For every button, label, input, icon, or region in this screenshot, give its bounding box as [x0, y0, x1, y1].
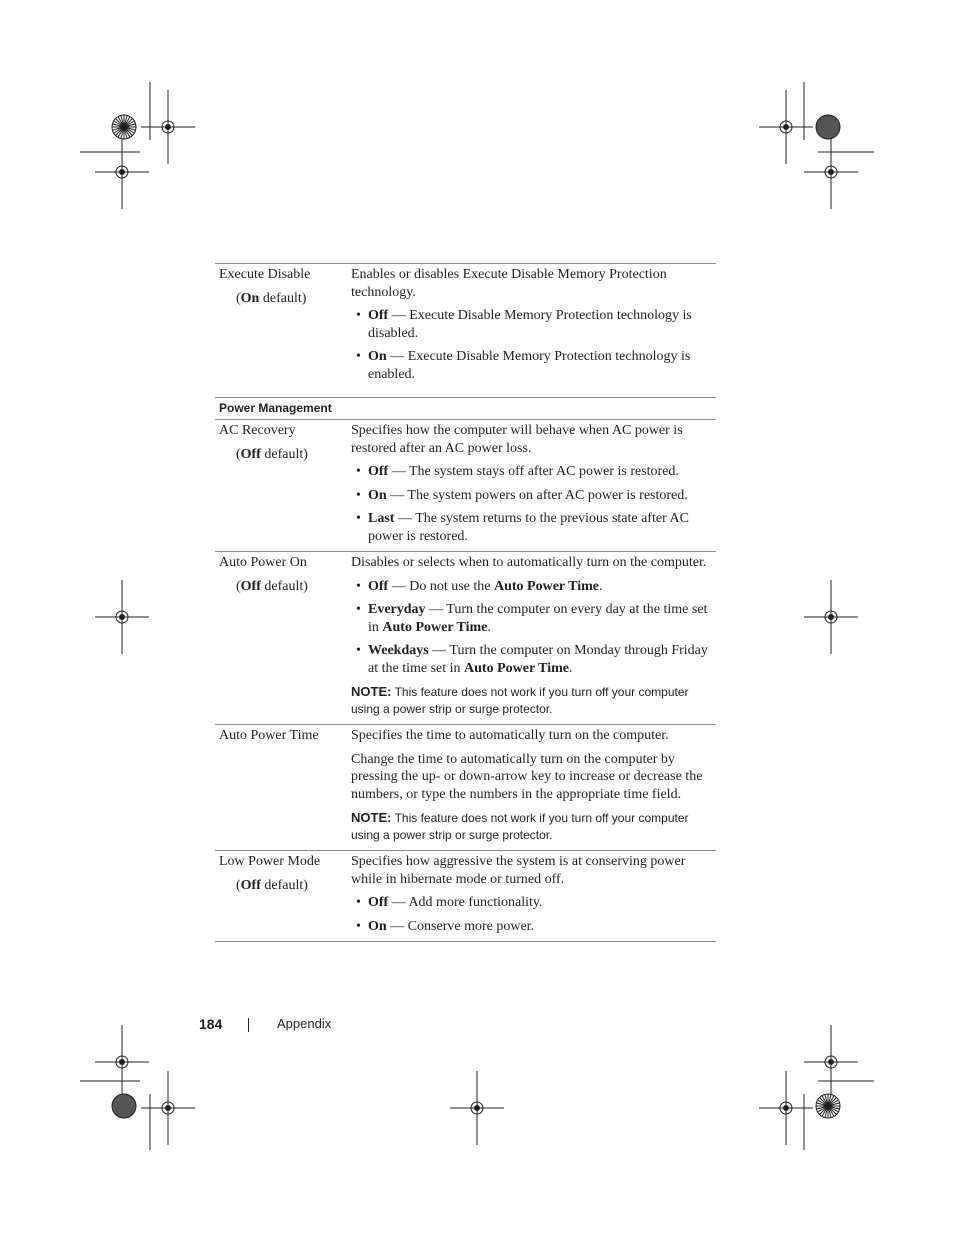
- setting-name-cell: [215, 552, 351, 724]
- setting-name-cell: [215, 420, 351, 551]
- setting-description-cell: [351, 851, 716, 941]
- footer-divider: [248, 1018, 249, 1032]
- description-intro: Enables or disables Execute Disable Memory Protection technology.: [351, 267, 667, 300]
- list-item: • Everyday — Turn the computer on every day at the time set in Auto Power Time.: [351, 601, 712, 636]
- description-intro: Disables or selects when to automatically turn on the computer.: [351, 555, 707, 570]
- list-item: • On — Execute Disable Memory Protection technology is enabled.: [351, 348, 712, 383]
- description-intro: Specifies the time to automatically turn on the computer.: [351, 728, 669, 743]
- footer-section-label: Appendix: [277, 1016, 332, 1031]
- setting-description-cell: [351, 264, 716, 397]
- note: NOTE: This feature does not work if you turn off your computer using a power strip or surge protector.: [351, 810, 689, 842]
- table-row-execute-disable: [215, 263, 716, 397]
- section-title: Power Management: [219, 401, 332, 415]
- option-list: [351, 578, 712, 678]
- list-item: • Weekdays — Turn the computer on Monday through Friday at the time set in Auto Power Time.: [351, 642, 712, 677]
- section-header-row: [215, 397, 716, 419]
- table-row-ac-recovery: [215, 419, 716, 551]
- table-row-auto-power-time: [215, 724, 716, 850]
- setting-description-cell: [351, 552, 716, 724]
- setting-name-cell: [215, 725, 351, 850]
- setting-default: (On default): [236, 290, 307, 306]
- list-item: • Last — The system returns to the previous state after AC power is restored.: [351, 510, 712, 545]
- setting-name: Execute Disable: [219, 267, 311, 282]
- list-item: • Off — Add more functionality.: [351, 894, 712, 912]
- setting-name-cell: [215, 851, 351, 941]
- setting-name: Auto Power Time: [219, 728, 319, 743]
- setting-description-cell: [351, 725, 716, 850]
- table-row-low-power-mode: [215, 850, 716, 942]
- note: NOTE: This feature does not work if you turn off your computer using a power strip or surge protector.: [351, 684, 689, 716]
- settings-table: [215, 263, 716, 942]
- option-list: [351, 894, 712, 935]
- page-number: 184: [199, 1016, 223, 1032]
- setting-default: (Off default): [236, 578, 308, 594]
- setting-description-cell: [351, 420, 716, 551]
- list-item: • Off — Execute Disable Memory Protection technology is disabled.: [351, 307, 712, 342]
- option-list: [351, 307, 712, 383]
- setting-name: Auto Power On: [219, 555, 307, 570]
- setting-default: (Off default): [236, 877, 308, 893]
- list-item: • On — The system powers on after AC power is restored.: [351, 487, 712, 505]
- description-intro: Specifies how the computer will behave when AC power is restored after an AC power loss.: [351, 423, 683, 456]
- setting-default: (Off default): [236, 446, 308, 462]
- description-detail: Change the time to automatically turn on the computer by pressing the up- or down-arrow key to increase or decrease the numbers, or type the numbers in the appropriate time field.: [351, 751, 703, 802]
- setting-name: Low Power Mode: [219, 854, 321, 869]
- setting-name: AC Recovery: [219, 423, 296, 438]
- description-intro: Specifies how aggressive the system is at conserving power while in hibernate mode or turned off.: [351, 854, 686, 887]
- setting-name-cell: [215, 264, 351, 397]
- list-item: • Off — The system stays off after AC power is restored.: [351, 463, 712, 481]
- list-item: • On — Conserve more power.: [351, 918, 712, 936]
- list-item: • Off — Do not use the Auto Power Time.: [351, 578, 712, 596]
- option-list: [351, 463, 712, 545]
- table-row-auto-power-on: [215, 551, 716, 724]
